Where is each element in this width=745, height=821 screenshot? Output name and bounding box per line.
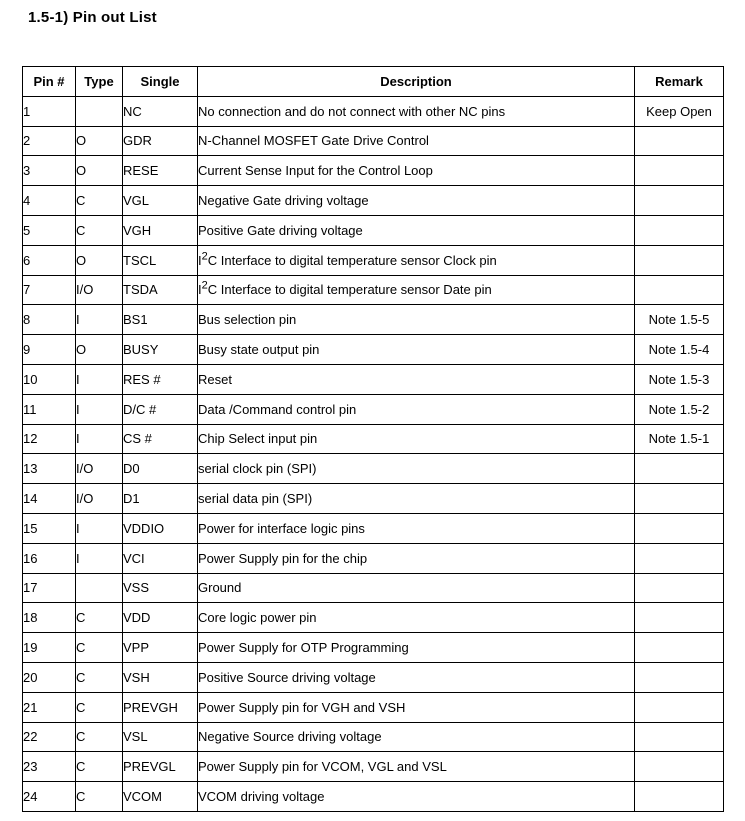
table-row [23,186,724,216]
type-cell [76,96,123,126]
table-row [23,573,724,603]
remark-cell: Note 1.5-2 [635,394,724,424]
description-cell: Chip Select input pin [198,424,635,454]
description-cell: Positive Source driving voltage [198,662,635,692]
pin-cell: 12 [23,424,76,454]
table-row [23,275,724,305]
type-cell: O [76,156,123,186]
table-row [23,394,724,424]
table-row [23,782,724,812]
pin-cell: 22 [23,722,76,752]
pin-cell: 13 [23,454,76,484]
remark-cell: Note 1.5-4 [635,335,724,365]
description-cell: Data /Command control pin [198,394,635,424]
type-cell: C [76,215,123,245]
description-cell: serial clock pin (SPI) [198,454,635,484]
pin-cell: 17 [23,573,76,603]
page-title: 1.5-1) Pin out List [28,9,157,26]
table-body [23,96,724,811]
single-cell: D1 [123,484,198,514]
type-cell: C [76,603,123,633]
column-header-remark: Remark [635,67,724,97]
type-cell: I [76,543,123,573]
type-cell: C [76,662,123,692]
single-cell: D/C # [123,394,198,424]
remark-cell: Note 1.5-5 [635,305,724,335]
pin-cell: 5 [23,215,76,245]
column-header-description: Description [198,67,635,97]
single-cell: VSS [123,573,198,603]
table-row [23,364,724,394]
type-cell: C [76,692,123,722]
description-cell: N-Channel MOSFET Gate Drive Control [198,126,635,156]
type-cell: C [76,782,123,812]
description-cell: Busy state output pin [198,335,635,365]
remark-cell [635,633,724,663]
table-row [23,752,724,782]
description-cell: Ground [198,573,635,603]
description-cell: Power Supply pin for VCOM, VGL and VSL [198,752,635,782]
type-cell: O [76,245,123,275]
description-cell: Positive Gate driving voltage [198,215,635,245]
single-cell: PREVGH [123,692,198,722]
type-cell [76,573,123,603]
single-cell: VSH [123,662,198,692]
pin-cell: 3 [23,156,76,186]
single-cell: VDDIO [123,513,198,543]
single-cell: TSCL [123,245,198,275]
remark-cell [635,692,724,722]
pin-cell: 1 [23,96,76,126]
table-row [23,305,724,335]
single-cell: BS1 [123,305,198,335]
table-row [23,335,724,365]
remark-cell [635,126,724,156]
type-cell: C [76,752,123,782]
single-cell: VDD [123,603,198,633]
single-cell: PREVGL [123,752,198,782]
remark-cell [635,662,724,692]
remark-cell [635,245,724,275]
single-cell: VGL [123,186,198,216]
remark-cell [635,454,724,484]
description-cell: Current Sense Input for the Control Loop [198,156,635,186]
table-row [23,484,724,514]
single-cell: VPP [123,633,198,663]
description-cell: Power for interface logic pins [198,513,635,543]
remark-cell [635,186,724,216]
type-cell: C [76,722,123,752]
remark-cell [635,543,724,573]
remark-cell [635,603,724,633]
single-cell: NC [123,96,198,126]
pin-cell: 24 [23,782,76,812]
type-cell: O [76,126,123,156]
table-row [23,633,724,663]
description-cell: Reset [198,364,635,394]
single-cell: RES # [123,364,198,394]
pin-cell: 16 [23,543,76,573]
table-row [23,692,724,722]
description-cell: Power Supply for OTP Programming [198,633,635,663]
remark-cell: Note 1.5-1 [635,424,724,454]
pin-cell: 14 [23,484,76,514]
single-cell: RESE [123,156,198,186]
pin-cell: 11 [23,394,76,424]
column-header-type: Type [76,67,123,97]
pin-cell: 8 [23,305,76,335]
single-cell: VCI [123,543,198,573]
table-row [23,603,724,633]
table-row [23,126,724,156]
type-cell: O [76,335,123,365]
pin-cell: 6 [23,245,76,275]
remark-cell [635,513,724,543]
pin-cell: 19 [23,633,76,663]
pin-cell: 15 [23,513,76,543]
pin-cell: 10 [23,364,76,394]
type-cell: C [76,186,123,216]
table-row [23,722,724,752]
type-cell: I [76,394,123,424]
table-row [23,543,724,573]
single-cell: VCOM [123,782,198,812]
single-cell: VGH [123,215,198,245]
remark-cell [635,215,724,245]
table-row [23,215,724,245]
column-header-pin: Pin # [23,67,76,97]
remark-cell [635,782,724,812]
pin-cell: 9 [23,335,76,365]
pin-cell: 23 [23,752,76,782]
type-cell: I [76,364,123,394]
remark-cell [635,752,724,782]
type-cell: I [76,305,123,335]
remark-cell [635,573,724,603]
table-row [23,96,724,126]
superscript-text: 2 [201,280,208,293]
single-cell: GDR [123,126,198,156]
pin-cell: 18 [23,603,76,633]
description-cell: Core logic power pin [198,603,635,633]
description-cell: $I^2C$ Interface to digital temperature sensor Date pin [198,275,635,305]
description-cell: $I^2C$ Interface to digital temperature sensor Clock pin [198,245,635,275]
description-cell: Bus selection pin [198,305,635,335]
remark-cell: Note 1.5-3 [635,364,724,394]
single-cell: TSDA [123,275,198,305]
column-header-single: Single [123,67,198,97]
type-cell: C [76,633,123,663]
description-cell: Negative Source driving voltage [198,722,635,752]
remark-cell [635,275,724,305]
single-cell: D0 [123,454,198,484]
pin-cell: 4 [23,186,76,216]
remark-cell [635,722,724,752]
type-cell: I/O [76,275,123,305]
description-cell: Power Supply pin for VGH and VSH [198,692,635,722]
remark-cell [635,156,724,186]
description-cell: VCOM driving voltage [198,782,635,812]
table-row [23,424,724,454]
description-cell: No connection and do not connect with other NC pins [198,96,635,126]
pin-cell: 2 [23,126,76,156]
remark-cell: Keep Open [635,96,724,126]
table-row [23,454,724,484]
single-cell: VSL [123,722,198,752]
type-cell: I/O [76,484,123,514]
single-cell: CS # [123,424,198,454]
table-row [23,156,724,186]
superscript-text: 2 [201,250,208,263]
pin-cell: 20 [23,662,76,692]
pin-cell: 7 [23,275,76,305]
table-row [23,662,724,692]
description-cell: Power Supply pin for the chip [198,543,635,573]
description-cell: Negative Gate driving voltage [198,186,635,216]
type-cell: I [76,513,123,543]
type-cell: I/O [76,454,123,484]
table-row [23,513,724,543]
type-cell: I [76,424,123,454]
single-cell: BUSY [123,335,198,365]
pin-cell: 21 [23,692,76,722]
pinout-table [22,66,724,812]
remark-cell [635,484,724,514]
table-row [23,245,724,275]
description-cell: serial data pin (SPI) [198,484,635,514]
header-row [23,67,724,97]
